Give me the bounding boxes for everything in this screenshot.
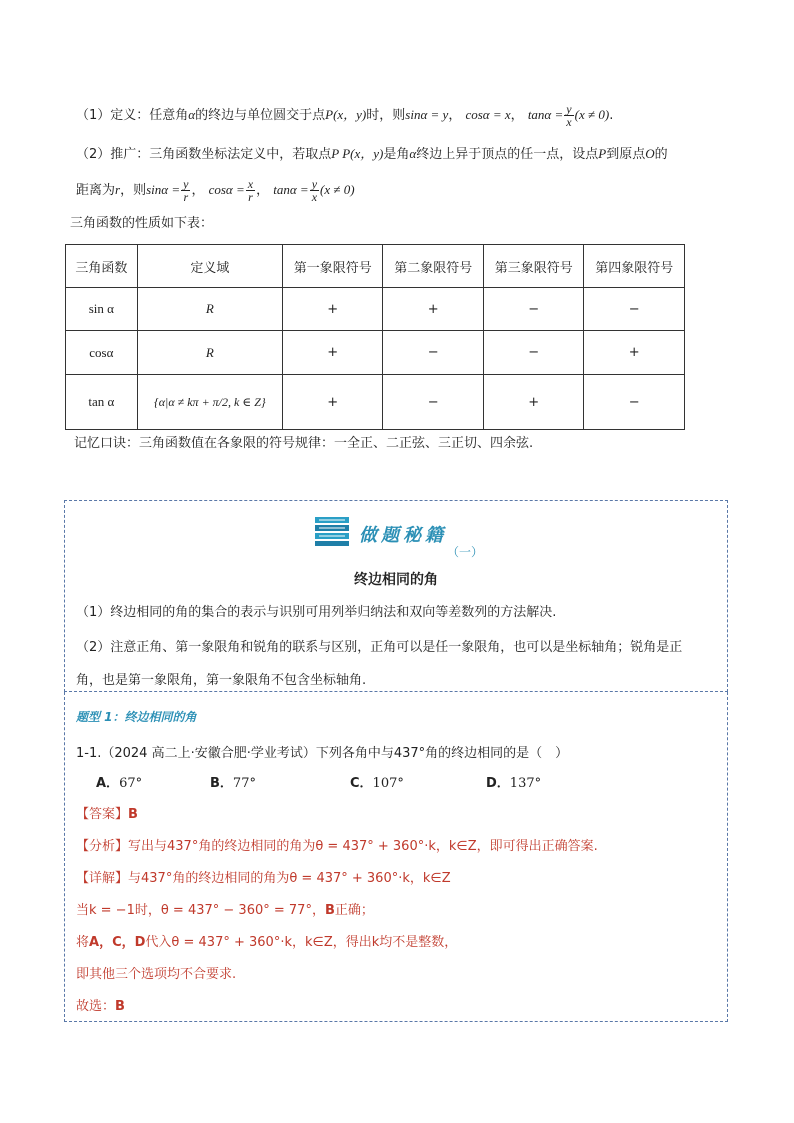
option-a-value: 67° [119,776,143,791]
header-q3: 第三象限符号 [483,245,583,288]
cell-q4: − [584,375,685,430]
table-row [66,331,685,375]
def2-suffix3: 的 [654,147,668,162]
cos-def: cosα = x [465,107,511,122]
def3-mid: ，则 [120,183,147,198]
detail-line-3 [76,932,457,954]
tan-cond-2: (x ≠ 0) [320,182,355,197]
final-label: 故选： [76,999,116,1014]
cell-domain: R [137,288,282,331]
option-a-label: A． [96,776,120,791]
book-stack-icon [313,513,353,547]
cell-q1: + [282,288,382,331]
option-c-label: C． [350,776,373,791]
tips-banner-number: （一） [447,545,484,559]
tips-line-1: （1）终边相同的角的集合的表示与识别可用列举归纳法和双向等差数列的方法解决. [76,605,557,620]
table-header-row [66,245,685,288]
final-line [76,996,125,1018]
y-over-x-fraction-2: $\frac{y}{x}$ [311,177,318,204]
cell-q3: − [483,331,583,375]
analysis-label: 【分析】 [76,839,129,854]
detail-text-1: 与437°角的终边相同的角为θ = 437° + 360°·k，k∈Z [128,871,451,886]
cell-fn: sin α [66,288,138,331]
def1-mid: 的终边与单位圆交于点 [195,108,326,123]
def3-prefix: 距离为 [76,183,116,198]
cell-domain: {α|α ≠ kπ + π/2, k ∈ Z} [137,375,282,430]
detail2-a: 当k = −1时，θ = 437° − 360° = 77°， [76,903,325,918]
def2-suffix: 终边上异于顶点的任一点，设点 [416,147,599,162]
table-row [66,288,685,331]
final-value: B [115,999,125,1014]
answer-line [76,804,138,826]
answer-value: B [128,807,138,822]
header-q2: 第二象限符号 [383,245,483,288]
alpha-symbol-2: α [409,146,417,161]
alpha-symbol: α [188,107,196,122]
def2-prefix: （2）推广：三角函数坐标法定义中，若取点 [76,147,332,162]
question-topic: 题型 1：终边相同的角 [76,710,197,724]
option-c [350,773,404,795]
option-d-label: D． [486,776,510,791]
detail-line-4: 即其他三个选项均不合要求. [76,967,237,982]
point-p: P(x，y) [325,107,367,122]
tips-line-3: 角，也是第一象限角，第一象限角不包含坐标轴角. [76,673,367,688]
detail-label: 【详解】 [76,871,129,886]
detail2-b: B [324,903,335,918]
table-intro: 三角函数的性质如下表： [70,216,214,231]
y-over-x-fraction: $\frac{y}{x}$ [566,102,572,129]
cell-q4: − [584,288,685,331]
definition-paragraph-3: 距离为r，则sinα = $\frac{y}{r}$ ， cosα = $\frac{x}{r}$ ， tanα = $\frac{y}{x}$ (x ≠ 0) [76,177,355,204]
tan-general: tanα = [273,182,309,197]
tips-title: 终边相同的角 [354,572,438,588]
cell-domain: R [137,331,282,375]
sin-def: sinα = y [405,107,449,122]
cell-q2: − [383,331,483,375]
detail3-b: A，C，D [89,935,146,950]
detail3-c: 代入θ = 437° + 360°·k，k∈Z，得出k均不是整数， [145,935,458,950]
cell-q1: + [282,375,382,430]
tips-banner-title: 做题秘籍 [359,525,447,546]
cell-fn: tan α [66,375,138,430]
definition-paragraph-1: （1）定义：任意角α的终边与单位圆交于点P(x，y)时，则sinα = y， cosα = x， tanα = $\frac{y}{x}$ (x ≠ 0). [76,102,614,129]
cell-q2: + [383,288,483,331]
tips-line-2: （2）注意正角、第一象限角和锐角的联系与区别，正角可以是任一象限角，也可以是坐标轴角；锐角是正 [76,640,683,655]
cell-q3: − [483,288,583,331]
option-b-label: B． [210,776,233,791]
cell-q3: + [483,375,583,430]
tips-box [64,500,728,692]
detail2-c: 正确； [334,903,374,918]
header-domain: 定义域 [137,245,282,288]
question-stem: 1-1.（2024 高二上·安徽合肥·学业考试）下列各角中与437°角的终边相同的是（ ） [76,746,569,761]
point-p-general: P P(x，y) [331,146,384,161]
r-symbol: r [115,182,121,197]
tan-def: tanα = [527,107,564,122]
header-function: 三角函数 [66,245,138,288]
def2-mid: 是角 [383,147,410,162]
def2-suffix2: 到原点 [606,147,646,162]
cell-q1: + [282,331,382,375]
trig-properties-table [65,244,685,430]
def1-prefix: （1）定义：任意角 [76,108,189,123]
detail-line-2 [76,900,374,922]
detail-line-1 [76,868,451,890]
origin-o: O [645,146,655,161]
option-d-value: 137° [509,776,542,791]
tips-banner [313,513,493,557]
header-q1: 第一象限符号 [282,245,382,288]
cell-q4: + [584,331,685,375]
definition-paragraph-2 [76,143,726,166]
analysis-text: 写出与437°角的终边相同的角为θ = 437° + 360°·k，k∈Z，即可得出正确答案. [128,839,598,854]
analysis-line [76,836,598,858]
detail3-a: 将 [76,935,90,950]
table-row [66,375,685,430]
option-a [96,773,142,795]
cell-fn: cosα [66,331,138,375]
def1-mid2: 时，则 [366,108,406,123]
option-b-value: 77° [232,776,256,791]
sin-general: sinα = [146,182,181,197]
memory-tip: 记忆口诀：三角函数值在各象限的符号规律：一全正、二正弦、三正切、四余弦. [74,436,534,451]
y-over-r-fraction: $\frac{y}{r}$ [183,177,189,204]
x-over-r-fraction: $\frac{x}{r}$ [247,177,254,204]
option-b [210,773,256,795]
point-p-2: P [598,146,607,161]
option-c-value: 107° [372,776,404,791]
answer-label: 【答案】 [76,807,129,822]
cos-general: cosα = [208,182,245,197]
tan-cond: (x ≠ 0) [574,107,610,122]
header-q4: 第四象限符号 [584,245,685,288]
option-d [486,773,541,795]
cell-q2: − [383,375,483,430]
